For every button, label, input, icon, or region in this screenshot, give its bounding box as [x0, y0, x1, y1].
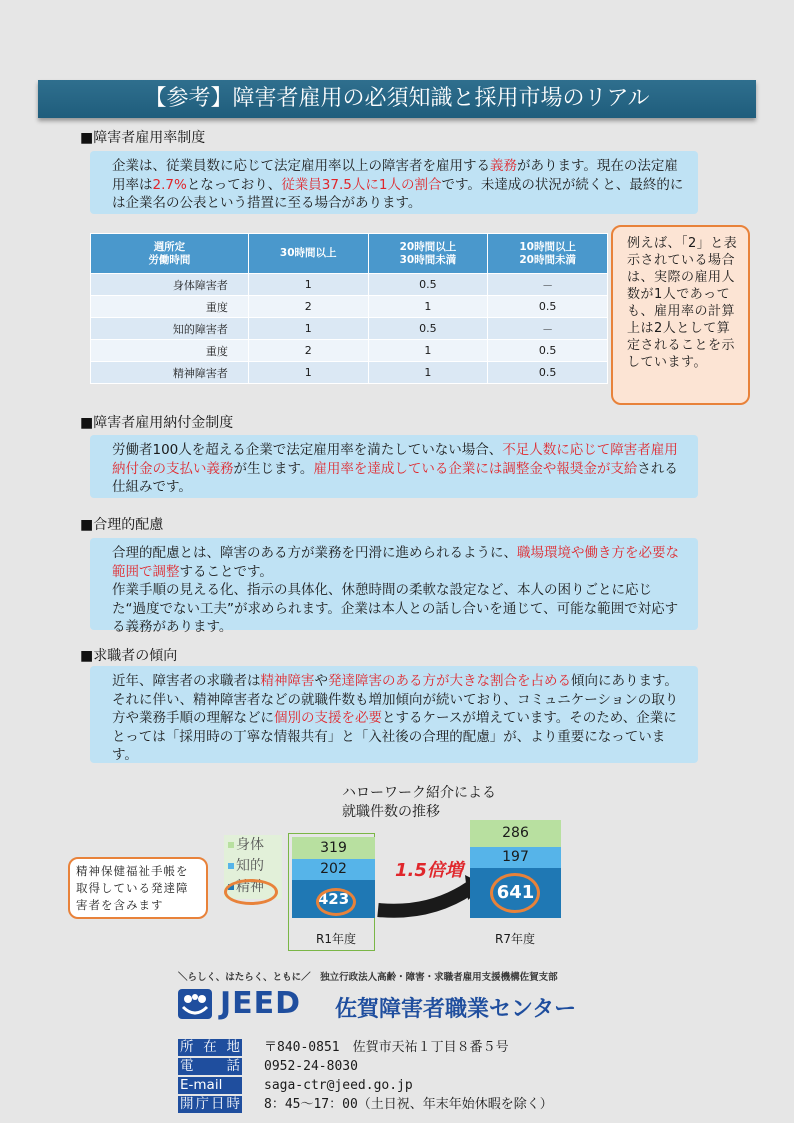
body-text: が生じます。 [233, 460, 314, 477]
highlight-text: 義務 [490, 158, 517, 174]
table-cell: 0.5 [368, 318, 488, 340]
growth-arrow [378, 888, 470, 911]
highlight-text: 個別の支援を必要 [274, 710, 382, 726]
chart-title: ハローワーク紹介による 就職件数の推移 [342, 785, 496, 820]
table-cell: 0.5 [488, 296, 608, 318]
info-value: 0952-24-8030 [264, 1059, 358, 1074]
table-header: 20時間以上 30時間未満 [368, 234, 488, 274]
table-row [91, 318, 608, 340]
table-cell: 1 [368, 362, 488, 384]
table-cell: 0.5 [488, 362, 608, 384]
highlight-text: 不足人数に応じて障害者雇用納付金の支払い義務 [112, 442, 678, 477]
body-text: 企業は、従業員数に応じて法定雇用率以上の障害者を雇用する [112, 158, 490, 174]
organization-tagline: ＼らしく、はたらく、ともに／ 独立行政法人高齢・障害・求職者雇用支援機構佐賀支部 [178, 972, 558, 983]
section-heading-levy: ■障害者雇用納付金制度 [80, 415, 234, 431]
table-header: 週所定 労働時間 [91, 234, 249, 274]
table-row [91, 274, 608, 296]
info-label: E-mail [178, 1077, 242, 1094]
info-phone [178, 1058, 358, 1075]
page-title: 【参考】障害者雇用の必須知識と採用市場のリアル [38, 80, 756, 118]
highlight-text: 2.7% [152, 176, 187, 193]
table-cell: 0.5 [368, 274, 488, 296]
jeed-logo-text: JEED [220, 986, 302, 1021]
bar-segment-mental: 641 [470, 868, 561, 918]
legend-item-mental: 精神 [224, 877, 282, 898]
bar-segment-intellectual: 197 [470, 847, 561, 868]
table-row [91, 340, 608, 362]
info-email [178, 1077, 413, 1094]
legend-item-intellectual: 知的 [224, 856, 282, 877]
value-highlight-ring [316, 888, 356, 916]
info-label: 開庁日時 [180, 1096, 240, 1112]
highlight-text: 精神障害 [260, 673, 315, 689]
chart-callout: 精神保健福祉手帳を取得している発達障害者を含みます [68, 857, 208, 919]
job-seekers-text [90, 666, 698, 763]
table-cell: 1 [368, 296, 488, 318]
note-box: 例えば、「2」と表示されている場合は、実際の雇用人数が1人であっても、雇用率の計算上は2人として算定されることを示しています。 [611, 225, 750, 405]
legend-item-physical: 身体 [224, 835, 282, 856]
center-name: 佐賀障害者職業センター [335, 997, 577, 1022]
table-cell: 2 [248, 340, 368, 362]
info-address [178, 1039, 509, 1056]
x-tick-label: R7年度 [495, 932, 535, 946]
row-label: 重度 [91, 296, 249, 318]
info-label: 電話 [180, 1058, 240, 1074]
body-text: や [314, 673, 328, 689]
body-text: される仕組みです。 [112, 460, 678, 495]
table-row [91, 296, 608, 318]
table-header: 10時間以上 20時間未満 [488, 234, 608, 274]
table-cell: － [488, 318, 608, 340]
table-cell: 1 [368, 340, 488, 362]
value-highlight-ring [490, 873, 540, 913]
section-heading-employment-rate: ■障害者雇用率制度 [80, 130, 206, 146]
bar-segment-intellectual: 202 [292, 859, 375, 880]
body-text: 近年、障害者の求職者は [112, 673, 261, 689]
accommodation-text-1 [112, 544, 684, 581]
section-heading-job-seekers: ■求職者の傾向 [80, 648, 178, 664]
section-heading-reasonable-accommodation: ■合理的配慮 [80, 517, 164, 533]
info-value: 〒840-0851 佐賀市天祐１丁目８番５号 [264, 1040, 509, 1055]
row-label: 知的障害者 [91, 318, 249, 340]
row-label: 身体障害者 [91, 274, 249, 296]
table-cell: 0.5 [488, 340, 608, 362]
body-text: があります。現在の法定雇用率は [112, 158, 678, 193]
growth-annotation: 1.5倍増 [395, 860, 463, 881]
body-text: とするケースが増えています。そのため、企業にとっては「採用時の丁寧な情報共有」と「入社後の合理的配慮」が、より重要になっています。 [112, 710, 677, 763]
table-row [91, 362, 608, 384]
table-header: 30時間以上 [248, 234, 368, 274]
info-value[interactable]: saga-ctr@jeed.go.jp [264, 1078, 413, 1093]
info-value: 8：45～17：00（土日祝、年末年始休暇を除く） [264, 1097, 553, 1112]
info-label: 所在地 [180, 1039, 240, 1055]
row-label: 精神障害者 [91, 362, 249, 384]
highlight-text: 雇用率を達成している企業には調整金や報奨金が支給 [313, 460, 638, 477]
table-cell: 1 [248, 362, 368, 384]
bar-segment-physical: 286 [470, 820, 561, 847]
body-text: となっており、 [186, 176, 282, 193]
bar-segment-mental: 423 [292, 880, 375, 918]
body-text: することです。 [179, 563, 273, 580]
employment-rate-table [90, 233, 608, 384]
body-text: です。未達成の状況が続くと、最終的には企業名の公表という措置に至る場合があります。 [112, 176, 684, 211]
highlight-text: 職場環境や働き方を必要な範囲で調整 [112, 545, 679, 580]
highlight-text: 発達障害のある方が大きな割合を占める [328, 673, 571, 689]
body-text: 合理的配慮とは、障害のある方が業務を円滑に進められるように、 [112, 545, 517, 561]
body-text: 労働者100人を超える企業で法定雇用率を満たしていない場合、 [112, 442, 503, 458]
levy-text [90, 435, 698, 498]
table-cell: 1 [248, 274, 368, 296]
row-label: 重度 [91, 340, 249, 362]
table-cell: 1 [248, 318, 368, 340]
table-cell: － [488, 274, 608, 296]
table-cell: 2 [248, 296, 368, 318]
jeed-logo-icon [178, 989, 212, 1019]
accommodation-text [90, 538, 698, 635]
highlight-text: 従業員37.5人に1人の割合 [281, 176, 442, 193]
x-tick-label: R1年度 [316, 932, 356, 946]
bar-segment-physical: 319 [292, 837, 375, 859]
info-hours [178, 1096, 553, 1113]
employment-rate-text [90, 151, 698, 214]
body-text: 傾向にあります。それに伴い、精神障害者などの就職件数も増加傾向が続いており、コミュニケーションの取り方や業務手順の理解などに [112, 673, 679, 726]
accommodation-text-2: 作業手順の見える化、指示の具体化、休憩時間の柔軟な設定など、本人の困りごとに応じた“過度でない工夫”が求められます。企業は本人との話し合いを通じて、可能な範囲で対応する義務があります。 [112, 582, 679, 635]
